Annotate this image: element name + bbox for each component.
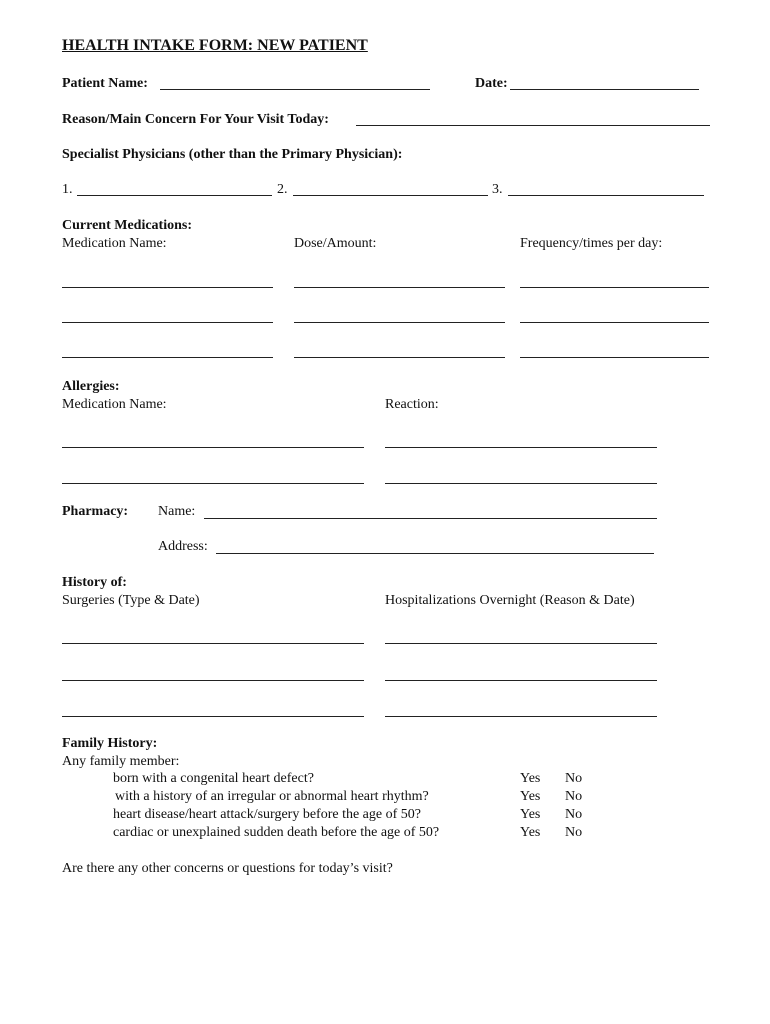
frequency-column: Frequency/times per day:: [520, 236, 663, 251]
family-question-4: cardiac or unexplained sudden death before the age of 50?: [113, 825, 440, 840]
family-question-4-no[interactable]: No: [565, 825, 583, 840]
specialist-field-1[interactable]: [77, 195, 272, 196]
allergy-medication-field[interactable]: [62, 483, 364, 484]
dose-field[interactable]: [294, 287, 505, 288]
pharmacy-name-field[interactable]: [204, 518, 657, 519]
family-question-3-yes[interactable]: Yes: [520, 807, 541, 822]
family-question-1-no[interactable]: No: [565, 771, 583, 786]
dose-column: Dose/Amount:: [294, 236, 377, 251]
other-concerns-question: Are there any other concerns or questions for today’s visit?: [62, 861, 393, 876]
specialist-number-3: 3.: [492, 182, 503, 197]
medication-name-field[interactable]: [62, 357, 273, 358]
patient-name-label: Patient Name:: [62, 76, 148, 91]
surgery-field[interactable]: [62, 716, 364, 717]
allergy-medication-column: Medication Name:: [62, 397, 167, 412]
surgery-field[interactable]: [62, 680, 364, 681]
allergy-medication-field[interactable]: [62, 447, 364, 448]
family-history-intro: Any family member:: [62, 754, 180, 769]
family-question-2: with a history of an irregular or abnormal heart rhythm?: [115, 789, 429, 804]
allergies-heading: Allergies:: [62, 379, 120, 394]
surgery-field[interactable]: [62, 643, 364, 644]
hospitalization-field[interactable]: [385, 680, 657, 681]
specialist-field-2[interactable]: [293, 195, 488, 196]
date-field[interactable]: [510, 89, 699, 90]
surgeries-column: Surgeries (Type & Date): [62, 593, 200, 608]
family-question-2-yes[interactable]: Yes: [520, 789, 541, 804]
medication-name-field[interactable]: [62, 322, 273, 323]
pharmacy-address-field[interactable]: [216, 553, 654, 554]
pharmacy-address-label: Address:: [158, 539, 208, 554]
specialist-field-3[interactable]: [508, 195, 704, 196]
family-question-1: born with a congenital heart defect?: [113, 771, 314, 786]
history-heading: History of:: [62, 575, 127, 590]
reaction-field[interactable]: [385, 483, 657, 484]
specialist-number-2: 2.: [277, 182, 288, 197]
pharmacy-heading: Pharmacy:: [62, 504, 129, 519]
family-question-1-yes[interactable]: Yes: [520, 771, 541, 786]
patient-name-field[interactable]: [160, 89, 430, 90]
medication-name-field[interactable]: [62, 287, 273, 288]
specialists-label: Specialist Physicians (other than the Primary Physician):: [62, 147, 403, 162]
hospitalizations-column: Hospitalizations Overnight (Reason & Date): [385, 593, 635, 608]
date-label: Date:: [475, 76, 508, 91]
dose-field[interactable]: [294, 322, 505, 323]
hospitalization-field[interactable]: [385, 716, 657, 717]
family-question-3: heart disease/heart attack/surgery before the age of 50?: [113, 807, 421, 822]
form-title: HEALTH INTAKE FORM: NEW PATIENT: [62, 37, 368, 54]
family-question-3-no[interactable]: No: [565, 807, 583, 822]
frequency-field[interactable]: [520, 322, 709, 323]
hospitalization-field[interactable]: [385, 643, 657, 644]
specialist-number-1: 1.: [62, 182, 73, 197]
pharmacy-name-label: Name:: [158, 504, 196, 519]
medications-heading: Current Medications:: [62, 218, 192, 233]
dose-field[interactable]: [294, 357, 505, 358]
frequency-field[interactable]: [520, 287, 709, 288]
family-question-4-yes[interactable]: Yes: [520, 825, 541, 840]
medication-name-column: Medication Name:: [62, 236, 167, 251]
family-question-2-no[interactable]: No: [565, 789, 583, 804]
reaction-field[interactable]: [385, 447, 657, 448]
reason-label: Reason/Main Concern For Your Visit Today:: [62, 112, 329, 127]
reaction-column: Reaction:: [385, 397, 439, 412]
family-history-heading: Family History:: [62, 736, 158, 751]
frequency-field[interactable]: [520, 357, 709, 358]
reason-field[interactable]: [356, 125, 710, 126]
